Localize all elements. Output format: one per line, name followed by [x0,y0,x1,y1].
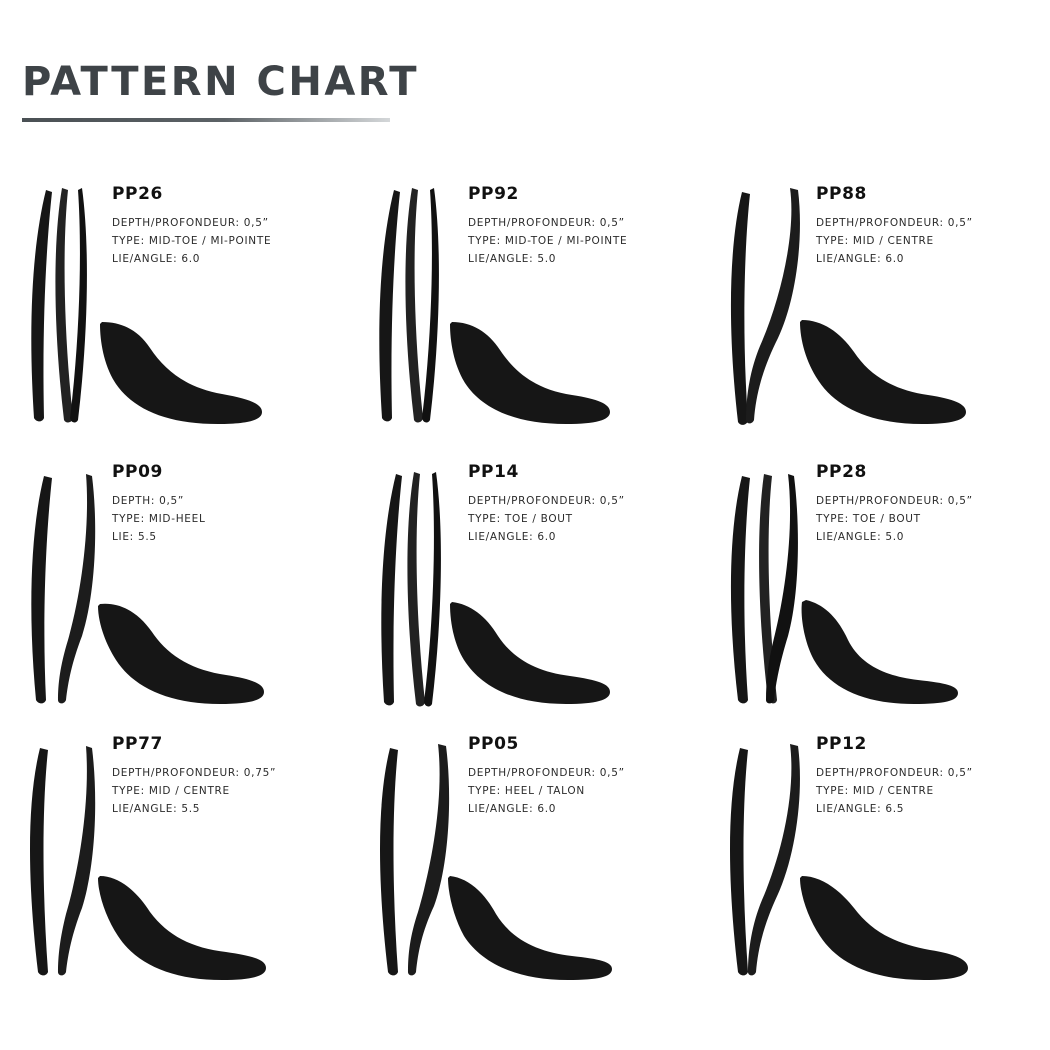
pattern-lie: LIE/ANGLE: 6.0 [468,803,557,816]
hockey-blade-side-icon [796,318,1044,430]
pattern-lie: LIE/ANGLE: 5.0 [816,531,905,544]
pattern-info [816,184,1046,268]
pattern-depth: DEPTH/PROFONDEUR: 0,75” [112,767,277,779]
pattern-card [350,712,700,984]
pattern-depth: DEPTH: 0,5” [112,495,185,507]
pattern-type: TYPE: MID-TOE / MI-POINTE [112,235,272,248]
pattern-card [350,168,700,440]
pattern-type: TYPE: TOE / BOUT [816,513,921,526]
pattern-lie: LIE/ANGLE: 6.0 [816,253,905,266]
pattern-code: PP05 [468,734,519,754]
hockey-blade-side-icon [446,318,694,430]
pattern-depth: DEPTH/PROFONDEUR: 0,5” [468,767,625,779]
pattern-type: TYPE: MID / CENTRE [816,235,934,248]
pattern-lie: LIE/ANGLE: 6.0 [468,531,557,544]
pattern-code: PP26 [112,184,163,204]
pattern-depth: DEPTH/PROFONDEUR: 0,5” [816,495,973,507]
hockey-blade-side-icon [96,598,344,710]
pattern-type: TYPE: HEEL / TALON [468,785,585,798]
pattern-info [468,184,698,268]
pattern-info [468,462,698,546]
pattern-info [112,462,342,546]
pattern-card [0,440,350,712]
hockey-blade-side-icon [446,598,694,710]
pattern-lie: LIE/ANGLE: 6.5 [816,803,905,816]
pattern-type: TYPE: MID-TOE / MI-POINTE [468,235,628,248]
hockey-blade-side-icon [446,874,694,986]
pattern-lie: LIE/ANGLE: 6.0 [112,253,201,266]
pattern-lie: LIE/ANGLE: 5.0 [468,253,557,266]
pattern-card [350,440,700,712]
page-title: PATTERN CHART [22,59,420,105]
hockey-blade-side-icon [796,598,1044,710]
pattern-lie: LIE/ANGLE: 5.5 [112,803,201,816]
pattern-code: PP92 [468,184,519,204]
pattern-info [816,462,1046,546]
pattern-depth: DEPTH/PROFONDEUR: 0,5” [468,495,625,507]
pattern-code: PP28 [816,462,867,482]
hockey-blade-side-icon [96,874,344,986]
pattern-depth: DEPTH/PROFONDEUR: 0,5” [112,217,269,229]
pattern-code: PP12 [816,734,867,754]
pattern-lie: LIE: 5.5 [112,531,157,544]
pattern-info [468,734,698,818]
pattern-card [700,168,1050,440]
pattern-code: PP77 [112,734,163,754]
pattern-depth: DEPTH/PROFONDEUR: 0,5” [468,217,625,229]
pattern-type: TYPE: TOE / BOUT [468,513,573,526]
pattern-depth: DEPTH/PROFONDEUR: 0,5” [816,217,973,229]
pattern-info [112,734,342,818]
pattern-grid [0,168,1050,984]
title-underline-divider [22,118,390,122]
pattern-type: TYPE: MID-HEEL [112,513,206,526]
pattern-depth: DEPTH/PROFONDEUR: 0,5” [816,767,973,779]
pattern-type: TYPE: MID / CENTRE [112,785,230,798]
page-header [22,59,1028,122]
hockey-blade-side-icon [96,318,344,430]
pattern-code: PP09 [112,462,163,482]
pattern-card [0,168,350,440]
pattern-info [816,734,1046,818]
pattern-info [112,184,342,268]
pattern-card [700,712,1050,984]
pattern-type: TYPE: MID / CENTRE [816,785,934,798]
pattern-code: PP14 [468,462,519,482]
pattern-card [700,440,1050,712]
pattern-card [0,712,350,984]
pattern-code: PP88 [816,184,867,204]
hockey-blade-side-icon [796,874,1044,986]
